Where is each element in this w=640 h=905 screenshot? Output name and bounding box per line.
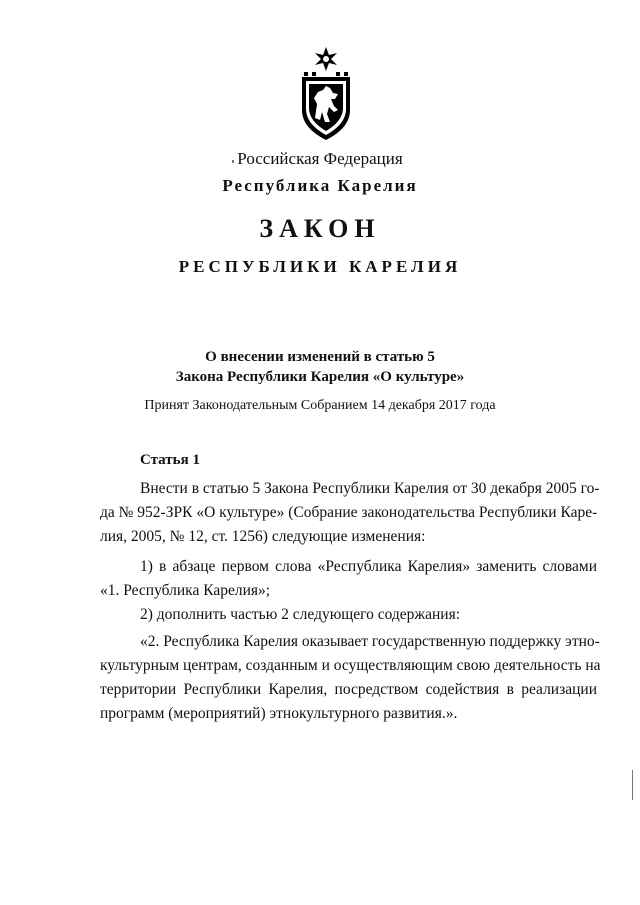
coat-of-arms-emblem <box>298 46 354 142</box>
article-paragraph-intro <box>100 477 600 549</box>
scan-edge-mark <box>632 770 633 800</box>
law-title-line-2: Закона Республики Карелия «О культуре» <box>175 369 465 385</box>
paragraph-line: «1. Республика Карелия»; <box>100 582 271 599</box>
law-title-line-1: О внесении изменений в статью 5 <box>205 349 435 365</box>
paragraph-line: 2) дополнить частью 2 следующего содержания: <box>140 606 461 623</box>
adoption-note: Принят Законодательным Собранием 14 декабря 2017 года <box>144 398 496 413</box>
republic-name: Республика Карелия <box>222 176 418 195</box>
article-item-2 <box>100 603 597 627</box>
paragraph-line: «2. Республика Карелия оказывает государственную поддержку этно- <box>140 633 600 650</box>
paragraph-line: программ (мероприятий) этнокультурного развития.». <box>100 705 458 722</box>
document-type-subtitle: РЕСПУБЛИКИ КАРЕЛИЯ <box>178 257 462 276</box>
document-type: ЗАКОН <box>259 214 381 243</box>
paragraph-line: территории Республики Карелия, посредством содействия в реализации <box>100 681 597 698</box>
paragraph-line: да № 952-ЗРК «О культуре» (Собрание законодательства Республики Каре- <box>100 504 598 521</box>
country-name: Российская Федерация <box>237 149 403 168</box>
scan-mark <box>232 160 234 163</box>
article-quoted-text <box>100 630 601 726</box>
paragraph-line: культурным центрам, созданным и осуществляющим свою деятельность на <box>100 657 601 674</box>
article-item-1 <box>100 555 597 603</box>
paragraph-line: лия, 2005, № 12, ст. 1256) следующие изменения: <box>100 528 426 545</box>
paragraph-line: Внести в статью 5 Закона Республики Карелия от 30 декабря 2005 го- <box>140 480 600 497</box>
article-heading: Статья 1 <box>140 452 200 468</box>
paragraph-line: 1) в абзаце первом слова «Республика Карелия» заменить словами <box>140 558 597 575</box>
